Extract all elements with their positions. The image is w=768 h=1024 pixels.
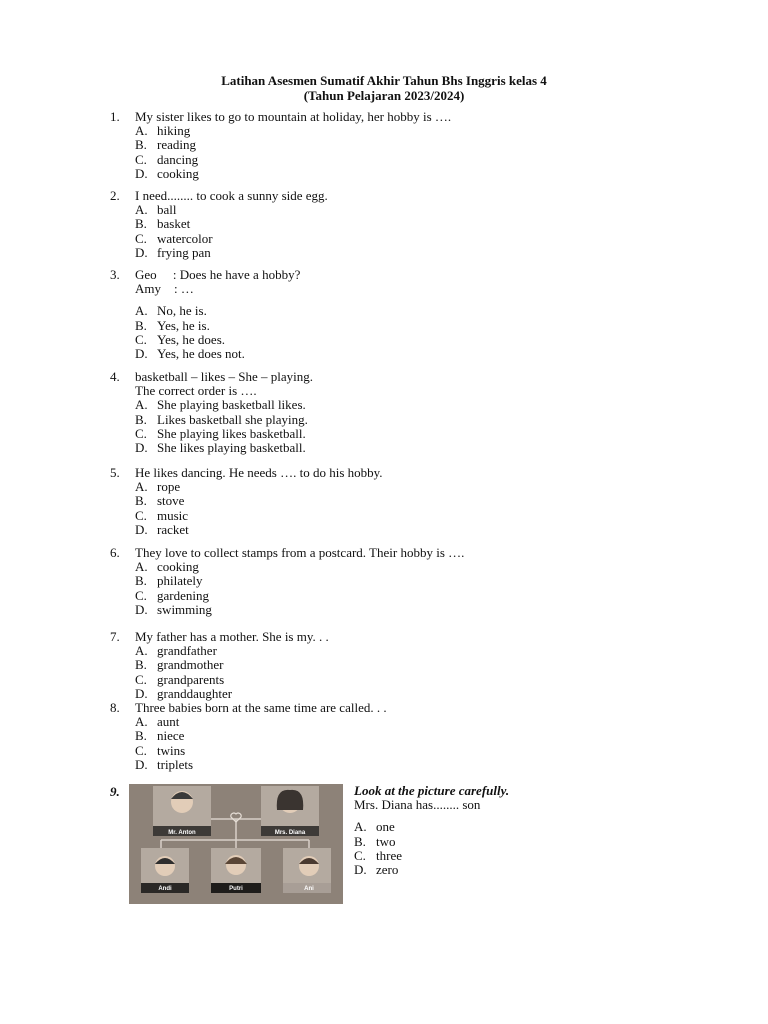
option-d: D. zero [354, 862, 399, 878]
family-tree-picture [129, 784, 343, 904]
question-subline: Amy : … [135, 281, 194, 297]
question-9 [354, 784, 654, 877]
label-mother: Mrs. Diana [274, 830, 306, 836]
question-number: 5. [110, 465, 120, 480]
option-a: A. one [354, 819, 395, 835]
option-a: A. ball [135, 202, 177, 218]
question-stem: Mrs. Diana has........ son [354, 797, 481, 813]
label-child-1: Andi [158, 886, 172, 892]
question-2 [110, 189, 670, 260]
option-d: D. triplets [135, 756, 194, 772]
option-a: A. No, he is. [135, 303, 207, 319]
family-tree-illustration [129, 784, 343, 904]
option-d: D. granddaughter [135, 685, 233, 701]
question-3 [110, 268, 670, 361]
option-d: D. racket [135, 521, 189, 537]
question-stem: basketball – likes – She – playing. [135, 369, 314, 384]
option-d: D. frying pan [135, 244, 211, 260]
question-lead: Look at the picture carefully. [354, 783, 510, 798]
option-a: A. She playing basketball likes. [135, 397, 306, 413]
option-b: B. philately [135, 573, 203, 589]
question-number: 6. [110, 545, 120, 560]
option-c: C. grandparents [135, 671, 225, 687]
option-c: C. twins [135, 742, 186, 758]
option-d: D. swimming [135, 601, 212, 617]
option-d: D. She likes playing basketball. [135, 440, 306, 456]
question-number: 4. [110, 369, 120, 384]
question-stem: I need........ to cook a sunny side egg. [135, 188, 328, 203]
question-number: 7. [110, 629, 120, 644]
question-5 [110, 466, 670, 537]
option-a: A. aunt [135, 714, 180, 730]
question-7 [110, 630, 670, 701]
option-c: C. Yes, he does. [135, 331, 226, 347]
option-a: A. grandfather [135, 643, 217, 659]
question-number: 1. [110, 109, 120, 124]
option-b: B. two [354, 833, 396, 849]
label-child-3: Ani [304, 886, 314, 892]
question-4 [110, 370, 670, 455]
option-c: C. She playing likes basketball. [135, 425, 306, 441]
option-b: B. reading [135, 137, 196, 153]
label-child-2: Putri [229, 886, 243, 892]
question-number: 8. [110, 700, 120, 715]
page-title: Latihan Asesmen Sumatif Akhir Tahun Bhs Inggris kelas 4 [221, 73, 547, 88]
page-subtitle: (Tahun Pelajaran 2023/2024) [303, 88, 465, 103]
question-stem: Three babies born at the same time are called. . . [135, 700, 387, 715]
question-8 [110, 701, 670, 772]
question-stem: My sister likes to go to mountain at holiday, her hobby is …. [135, 109, 452, 124]
option-c: C. gardening [135, 587, 209, 603]
question-stem: They love to collect stamps from a postcard. Their hobby is …. [135, 545, 465, 560]
option-c: C. watercolor [135, 230, 213, 246]
option-a: A. rope [135, 479, 181, 495]
father-figure [153, 786, 211, 836]
option-b: B. grandmother [135, 657, 224, 673]
option-a: A. cooking [135, 559, 199, 575]
option-d: D. cooking [135, 165, 199, 181]
option-b: B. basket [135, 216, 191, 232]
question-number: 9. [110, 784, 120, 799]
option-c: C. three [354, 847, 402, 863]
option-c: C. dancing [135, 151, 199, 167]
option-a: A. hiking [135, 123, 191, 139]
option-b: B. niece [135, 728, 185, 744]
question-number: 3. [110, 267, 120, 282]
question-number: 2. [110, 188, 120, 203]
question-stem: He likes dancing. He needs …. to do his hobby. [135, 465, 383, 480]
mother-figure [261, 786, 319, 836]
option-b: B. Yes, he is. [135, 317, 210, 333]
option-b: B. stove [135, 493, 185, 509]
option-c: C. music [135, 507, 189, 523]
question-stem: My father has a mother. She is my. . . [135, 629, 329, 644]
option-d: D. Yes, he does not. [135, 346, 245, 362]
option-b: B. Likes basketball she playing. [135, 411, 308, 427]
label-father: Mr. Anton [168, 830, 196, 836]
question-6 [110, 546, 670, 617]
question-1 [110, 110, 670, 181]
question-stem: Geo : Does he have a hobby? [135, 267, 301, 282]
question-subline: The correct order is …. [135, 383, 257, 399]
